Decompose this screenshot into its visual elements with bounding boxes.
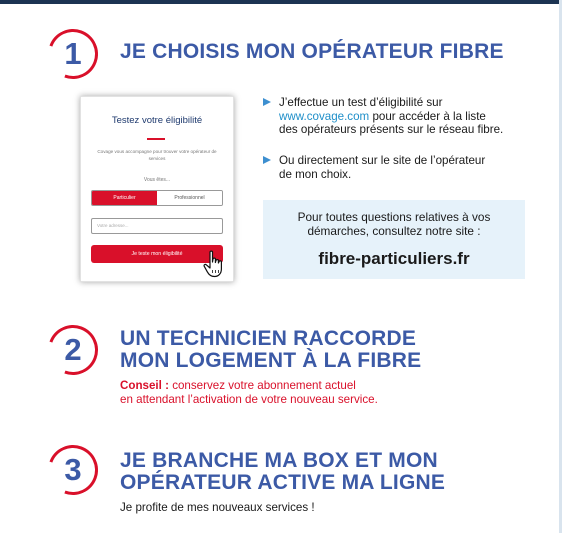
option-particulier[interactable]: Particulier — [92, 191, 157, 205]
covage-link[interactable]: www.covage.com — [279, 109, 370, 123]
step-3-heading-line-1: JE BRANCHE MA BOX ET MON — [120, 449, 438, 472]
tip-label: Conseil : — [120, 379, 169, 392]
bullet-operator-site — [263, 154, 548, 184]
bullet-1-line-2 — [279, 110, 547, 124]
eligibility-card — [80, 96, 234, 282]
eligibility-card-description: Covage vous accompagne pour trouver votre opérateur de services — [97, 149, 217, 161]
step-2-heading-line-1: UN TECHNICIEN RACCORDE — [120, 327, 417, 350]
top-rule — [0, 0, 562, 4]
bullet-2-line-1: Ou directement sur le site de l’opérateur — [279, 154, 486, 167]
step-1-heading — [120, 41, 504, 63]
step-1-heading-line: JE CHOISIS MON OPÉRATEUR FIBRE — [120, 40, 504, 63]
bullet-triangle-icon — [263, 98, 271, 106]
contact-info-box — [263, 200, 525, 279]
step-2-number: 2 — [64, 332, 82, 367]
eligibility-card-question: Vous êtes... — [143, 177, 171, 183]
bullet-2-line-2: de mon choix. — [279, 167, 352, 181]
step-3-heading — [120, 450, 445, 494]
pointer-hand-icon — [202, 250, 228, 278]
step-1-number: 1 — [64, 36, 82, 71]
title-underline — [147, 138, 165, 140]
bullet-1-line-1: J’effectue un test d’éligibilité sur — [279, 96, 443, 109]
step-3-heading-line-2: OPÉRATEUR ACTIVE MA LIGNE — [120, 471, 446, 494]
eligibility-card-title: Testez votre éligibilité — [111, 115, 203, 126]
tip-text: conservez votre abonnement actuel — [168, 379, 356, 392]
bullet-eligibility-test — [263, 96, 548, 138]
option-professionnel[interactable]: Professionnel — [157, 191, 222, 205]
test-eligibility-button[interactable]: Je teste mon éligibilité — [91, 245, 223, 263]
fibre-site-link[interactable]: fibre-particuliers.fr — [318, 249, 470, 268]
info-box-line-2: démarches, consultez notre site : — [307, 224, 481, 238]
step-2-tip-line-2: en attendant l’activation de votre nouveau service. — [120, 393, 378, 406]
info-box-line-1: Pour toutes questions relatives à vos — [297, 210, 491, 224]
step-3-number: 3 — [64, 452, 82, 487]
bullet-triangle-icon — [263, 156, 271, 164]
bullet-1-line-3: des opérateurs présents sur le réseau fibre. — [279, 123, 504, 137]
step-2-tip — [120, 379, 378, 407]
step-2-heading — [120, 328, 421, 372]
step-3-body: Je profite de mes nouveaux services ! — [120, 501, 315, 514]
step-2-tip-line-1 — [120, 379, 378, 393]
customer-type-toggle — [91, 190, 223, 206]
bullet-1-line-2-rest: pour accéder à la liste — [369, 109, 486, 123]
address-input[interactable]: Votre adresse... — [91, 218, 223, 234]
step-2-heading-line-2: MON LOGEMENT À LA FIBRE — [120, 349, 422, 372]
